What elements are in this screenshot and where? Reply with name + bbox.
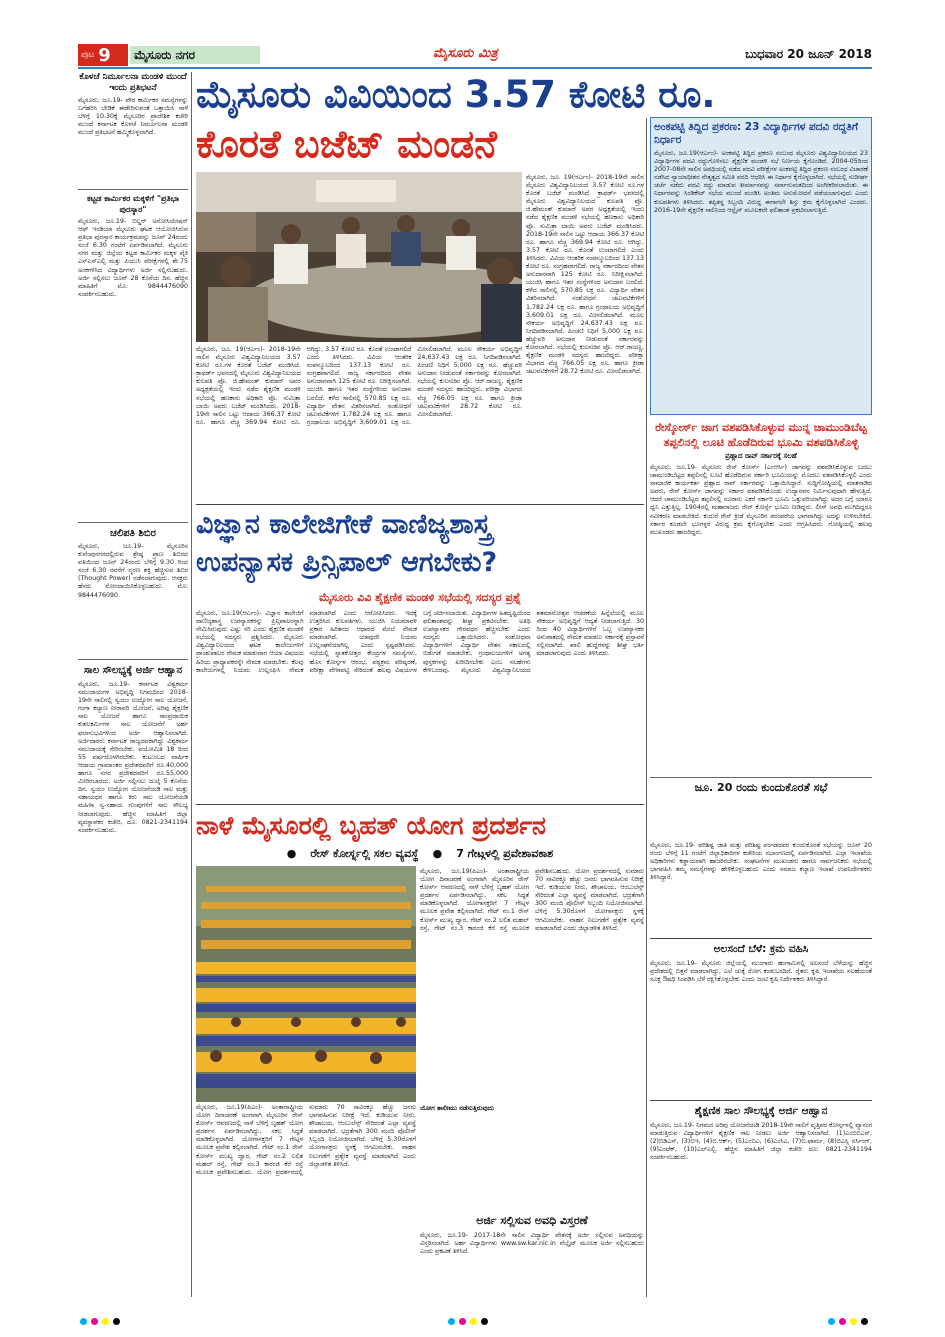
date-line: ಬುಧವಾರ 20 ಜೂನ್ 2018 [745,47,872,61]
story-body: ಮೈಸೂರು, ಜೂ.19- ಕರ್ನಾಟಕ ವಿಶ್ವಕರ್ಮ ಸಮುದಾಯಗಳ ಅಭಿವೃದ್ಧಿ ನಿಗಮದಿಂದ 2018-19ನೇ ಸಾಲಿನಲ್ಲಿ ಸ್ವಯಂ ಉದ್ಯೋಗ ಸಾಲ ಯೋಜನೆ, ಗಂಗಾ ಕಲ್ಯಾಣ ನೀರಾವರಿ ಯೋಜನೆ, ಅರಿವು ಶೈಕ್ಷಣಿಕ ಸಾಲ ಯೋಜನೆ ಹಾಗೂ ಸಾಂಪ್ರದಾಯಿಕ ಕುಶಲಕರ್ಮಿಗಳ ಸಾಲ ಯೋಜನೆಗೆ ಅರ್ಹ ಫಲಾನುಭವಿಗಳಿಂದ ಅರ್ಜಿ ಆಹ್ವಾನಿಸಲಾಗಿದೆ. ಅರ್ಜಿದಾರರು ಕರ್ನಾಟಕ ರಾಜ್ಯದವರಾಗಿದ್ದು ವಿಶ್ವಕರ್ಮ ಸಮುದಾಯಕ್ಕೆ ಸೇರಿರಬೇಕು. ವಯೋಮಿತಿ 18 ರಿಂದ 55 ವರ್ಷದೊಳಗಿರಬೇಕು. ಕುಟುಂಬದ ವಾರ್ಷಿಕ ಆದಾಯ ಗ್ರಾಮಾಂತರ ಪ್ರದೇಶದವರಿಗೆ ರೂ.40,000 ಹಾಗೂ ನಗರ ಪ್ರದೇಶದವರಿಗೆ ರೂ.55,000 ಮೀರಿರಬಾರದು. ಅರ್ಜಿ ಸಲ್ಲಿಸಲು ಜುಲೈ 5 ಕೊನೆಯ ದಿನ. ಸ್ವಯಂ ಉದ್ಯೋಗ ಯೋಜನೆಯಡಿ ಸಾಲ ಮತ್ತು ಸಹಾಯಧನ ಹಾಗೂ ಕಿರು ಸಾಲ ಯೋಜನೆಯಡಿ ಮಹಿಳಾ ಸ್ವ-ಸಹಾಯ ಗುಂಪುಗಳಿಗೆ ಸಾಲ ಸೌಲಭ್ಯ ನೀಡಲಾಗುವುದು. ಹೆಚ್ಚಿನ ಮಾಹಿತಿಗೆ ಜಿಲ್ಲಾ ವ್ಯವಸ್ಥಾಪಕರ ಕಚೇರಿ, ದೂ: 0821-2341194 ಸಂಪರ್ಕಿಸಬಹುದು. [78,681,188,834]
story-body: ಮೈಸೂರು, ಜೂ.19- ಬಿಲ್ಡರ್ ಅಸೋಸಿಯೇಷನ್ ಆಫ್ ಇಂಡಿಯಾ ಮೈಸೂರು ಘಟಕ ಆಯೋಜಿಸಿರುವ ಪ್ರತಿಭಾ ಪುರಸ್ಕಾರ ಕಾರ್ಯಕ್ರಮವನ್ನು ಜೂನ್ 24ರಂದು ಸಂಜೆ 6.30 ಗಂಟೆಗೆ ಏರ್ಪಡಿಸಲಾಗಿದೆ. ಮೈಸೂರು ನಗರ ಮತ್ತು ಜಿಲ್ಲೆಯ ಕಟ್ಟಡ ಕಾರ್ಮಿಕರ ಮಕ್ಕಳ ಪೈಕಿ ಎಸ್ಎಸ್ಎಲ್ಸಿ ಮತ್ತು ಪಿಯುಸಿ ಪರೀಕ್ಷೆಗಳಲ್ಲಿ ಶೇ.75 ಅಂಕಗಳಿಸಿದ ವಿದ್ಯಾರ್ಥಿಗಳು ಅರ್ಜಿ ಸಲ್ಲಿಸಬಹುದು. ಅರ್ಜಿ ಸಲ್ಲಿಸಲು ಜೂನ್ 28 ಕೊನೆಯ ದಿನ. ಹೆಚ್ಚಿನ ಮಾಹಿತಿಗೆ ಮೊ: 9844476090 ಸಂಪರ್ಕಿಸಬಹುದು. [78,218,188,298]
bullet-icon: ● [286,847,297,860]
section-label: ಮೈಸೂರು ನಗರ [130,46,260,64]
middle-headline: ವಿಜ್ಞಾನ ಕಾಲೇಜಿಗೇಕೆ ವಾಣಿಜ್ಯಶಾಸ್ತ್ರ [196,509,492,540]
registration-marks-center [446,1310,490,1329]
story-title: ಕಟ್ಟಡ ಕಾರ್ಮಿಕರ ಮಕ್ಕಳಿಗೆ "ಪ್ರತಿಭಾ ಪುರಸ್ಕಾರ" [86,194,180,214]
lead-headline-2: ಕೊರತೆ ಬಜೆಟ್ ಮಂಡನೆ [196,122,497,166]
yoga-subheads [196,846,644,862]
page-number: 9 [98,44,111,66]
story-subtitle: ಪ್ರಹ್ಲಾದ ರಾವ್ ಸರ್ಕಾರಕ್ಕೆ ಸಲಹೆ [725,452,797,460]
story-body: ಮೈಸೂರು, ಜೂ.19- ಮೈಸೂರು ರೇಸ್ ಕೋರ್ಸ್ (ಎಂಆರ್ಸಿ) ಜಾಗವನ್ನು ವಶಪಡಿಸಿಕೊಳ್ಳುವ ಬದಲು ಚಾಮುಂಡಿಬೆಟ್ಟದ ತಪ್ಪಲಿನಲ್ಲಿ ಲೂಟಿ ಹೊಡೆದಿರುವ ಸರ್ಕಾರಿ ಭೂಮಿಯನ್ನು ಮೊದಲು ವಶಪಡಿಸಿಕೊಳ್ಳಲಿ ಎಂದು ಸಾಮಾಜಿಕ ಕಾರ್ಯಕರ್ತ ಪ್ರಹ್ಲಾದ ರಾವ್ ಸರ್ಕಾರವನ್ನು ಒತ್ತಾಯಿಸಿದ್ದಾರೆ. ಸುದ್ದಿಗೋಷ್ಠಿಯಲ್ಲಿ ಮಾತನಾಡಿದ ಅವರು, ರೇಸ್ ಕೋರ್ಸ್ ಜಾಗವನ್ನು ಸರ್ಕಾರ ವಶಪಡಿಸಿಕೊಂಡು ಉದ್ಯಾನವನ ನಿರ್ಮಿಸುವುದಾಗಿ ಹೇಳುತ್ತಿದೆ. ಆದರೆ ಚಾಮುಂಡಿಬೆಟ್ಟದ ತಪ್ಪಲಿನಲ್ಲಿ ನೂರಾರು ಎಕರೆ ಸರ್ಕಾರಿ ಭೂಮಿ ಒತ್ತುವರಿಯಾಗಿದ್ದು ಅದರ ಬಗ್ಗೆ ಯಾರೂ ಧ್ವನಿ ಎತ್ತುತ್ತಿಲ್ಲ. 1904ರಲ್ಲಿ ಮಹಾರಾಜರು ರೇಸ್ ಕೋರ್ಸ್ಗೆ ಭೂಮಿ ನೀಡಿದ್ದರು. ಲೀಸ್ ಅವಧಿ ಮುಗಿದಿದ್ದರೂ ನವೀಕರಣ ಮಾಡಬೇಕಿದೆ. ಕುದುರೆ ರೇಸ್ ಕ್ರೀಡೆ ಮೈಸೂರಿನ ಪರಂಪರೆಯ ಭಾಗವಾಗಿದ್ದು ಅದನ್ನು ಉಳಿಸಬೇಕಿದೆ. ಸರ್ಕಾರ ಕೂಡಲೇ ಭೂಗಳ್ಳರ ವಿರುದ್ಧ ಕ್ರಮ ಕೈಗೊಳ್ಳಬೇಕು ಎಂದು ಆಗ್ರಹಿಸಿದರು. ಗೋಷ್ಠಿಯಲ್ಲಿ ಹಲವು ಮುಖಂಡರು ಹಾಜರಿದ್ದರು. [650,464,872,536]
story-title: ಸಾಲ ಸೌಲಭ್ಯಕ್ಕೆ ಅರ್ಜಿ ಆಹ್ವಾನ [83,665,183,676]
story-title: ಕೊಳಚೆ ನಿರ್ಮೂಲನಾ ಮಂಡಳಿ ಮುಂದೆ ಇಂದು ಪ್ರತಿಭಟನೆ [79,72,187,93]
middle-headline-2: ಉಪನ್ಯಾಸಕ ಪ್ರಿನ್ಸಿಪಾಲ್ ಆಗಬೇಕು? [196,547,498,578]
story-body: ಮೈಸೂರು, ಜೂ.19- ಪೌರ ಕಾರ್ಮಿಕರ ಸಮಸ್ಯೆಗಳನ್ನು ಬಗೆಹರಿಸಿ ಬೇಡಿಕೆ ಈಡೇರಿಸುವಂತೆ ಒತ್ತಾಯಿಸಿ ನಾಳೆ ಬೆಳಿಗ್ಗೆ 10.30ಕ್ಕೆ ಮೈಸೂರಿನ ಪ್ರಾದೇಶಿಕ ಕಚೇರಿ ಮುಂದೆ ಕರ್ನಾಟಕ ಕೊಳಚೆ ನಿರ್ಮೂಲನಾ ಮಂಡಳಿ ಮುಂದೆ ಪ್ರತಿಭಟನೆ ಹಮ್ಮಿಕೊಳ್ಳಲಾಗಿದೆ. [78,97,188,137]
yoga-photo [196,866,416,1102]
left-column [78,72,188,1297]
masthead-rule [78,67,872,69]
bullet-icon: ● [432,847,443,860]
column-divider [646,118,647,500]
yoga-body-lower: ಮೈಸೂರು, ಜೂ.19(ಪಿಎಂ)- ಅಂತಾರಾಷ್ಟ್ರೀಯ ಯೋಗ ದಿನಾಚರಣೆ ಅಂಗವಾಗಿ ಮೈಸೂರಿನ ರೇಸ್ ಕೋರ್ಸ್ ಆವರಣದಲ್ಲಿ ನಾಳೆ ಬೆಳಿಗ್ಗೆ ಬೃಹತ್ ಯೋಗ ಪ್ರದರ್ಶನ ಏರ್ಪಡಿಸಲಾಗಿದ್ದು, ಸಕಲ ಸಿದ್ಧತೆ ಮಾಡಿಕೊಳ್ಳಲಾಗಿದೆ. ಯೋಗಾಸಕ್ತರಿಗೆ 7 ಗೇಟ್ಗಳ ಮೂಲಕ ಪ್ರವೇಶ ಕಲ್ಪಿಸಲಾಗಿದೆ. ಗೇಟ್ ನಂ.1 ರೇಸ್ ಕೋರ್ಸ್ ಮುಖ್ಯ ದ್ವಾರ, ಗೇಟ್ ನಂ.2 ಲಲಿತ ಮಹಲ್ ರಸ್ತೆ, ಗೇಟ್ ನಂ.3 ಕಾರಂಜಿ ಕೆರೆ ರಸ್ತೆ ಮೂಲಕ ಪ್ರವೇಶಿಸಬಹುದು. ಯೋಗ ಪ್ರದರ್ಶನದಲ್ಲಿ ಸುಮಾರು 70 ಸಾವಿರಕ್ಕೂ ಹೆಚ್ಚು ಜನರು ಭಾಗವಹಿಸುವ ನಿರೀಕ್ಷೆ ಇದೆ. ಕುಡಿಯುವ ನೀರು, ಶೌಚಾಲಯ, ಆಂಬುಲೆನ್ಸ್ ಸೇರಿದಂತೆ ಎಲ್ಲಾ ವ್ಯವಸ್ಥೆ ಮಾಡಲಾಗಿದೆ. ಭದ್ರತೆಗಾಗಿ 300 ಮಂದಿ ಪೊಲೀಸ್ ಸಿಬ್ಬಂದಿ ನಿಯೋಜಿಸಲಾಗಿದೆ. ಬೆಳಿಗ್ಗೆ 5.30ರೊಳಗೆ ಯೋಗಾಸಕ್ತರು ಸ್ಥಳಕ್ಕೆ ಆಗಮಿಸಬೇಕು. ವಾಹನ ನಿಲುಗಡೆಗೆ ಪ್ರತ್ಯೇಕ ವ್ಯವಸ್ಥೆ ಮಾಡಲಾಗಿದೆ ಎಂದು ಜಿಲ್ಲಾಡಳಿತ ತಿಳಿಸಿದೆ. [196,1104,416,1176]
column-divider [646,500,647,1297]
divider [650,938,872,939]
column-divider [191,72,192,1297]
right-story-4-body: ಮೈಸೂರು, ಜೂ.19- ನಿಗಮದ ಅರಿವು ಯೋಜನೆಯಡಿ 2018-19ನೇ ಸಾಲಿಗೆ ವೃತ್ತಿಪರ ಕೋರ್ಸ್ಗಳಲ್ಲಿ ವ್ಯಾಸಂಗ ಮಾಡುತ್ತಿರುವ ವಿದ್ಯಾರ್ಥಿಗಳಿಗೆ ಶೈಕ್ಷಣಿಕ ಸಾಲ ನೀಡಲು ಅರ್ಜಿ ಆಹ್ವಾನಿಸಲಾಗಿದೆ. (1)ಎಂಬಿಬಿಎಸ್, (2)ಬಿಡಿಎಸ್, (3)ಬಿಇ, (4)ಬಿ.ಆರ್ಕ್, (5)ಎಂಬಿಎ, (6)ಎಂಸಿಎ, (7)ಬಿ.ಫಾರ್ಮ, (8)ಬಿಎಸ್ಸಿ ನರ್ಸಿಂಗ್, (9)ಎಂಟೆಕ್, (10)ಎಲ್ಎಲ್ಬಿ. ಹೆಚ್ಚಿನ ಮಾಹಿತಿಗೆ ಜಿಲ್ಲಾ ಕಚೇರಿ ದೂ: 0821-2341194 ಸಂಪರ್ಕಿಸಬಹುದು. [650,1122,872,1162]
box-story-title: ಅಂಕಪಟ್ಟಿ ತಿದ್ದಿದ ಪ್ರಕರಣ: 23 ವಿದ್ಯಾರ್ಥಿಗಳ ಪದವಿ ರದ್ದತಿಗೆ ನಿರ್ಧಾರ [654,121,858,146]
middle-subhead: ಮೈಸೂರು ವಿವಿ ಶೈಕ್ಷಣಿಕ ಮಂಡಳಿ ಸಭೆಯಲ್ಲಿ ಸದಸ್ಯರ ಪ್ರಶ್ನೆ [319,591,521,604]
story-body: ಮೈಸೂರು, ಜೂ.19- ಮೈಸೂರಿನ ಕುವೆಂಪುನಗರದಲ್ಲಿರುವ ಶ್ರೇಷ್ಠ ಪ್ರಾಣ ಶಿಬಿರದ ವತಿಯಿಂದ ಜೂನ್ 24ರಂದು ಬೆಳಿಗ್ಗೆ 9.30 ರಿಂದ ಸಂಜೆ 6.30 ರವರೆಗೆ ಸ್ಮರಣ ಶಕ್ತಿ ಹೆಚ್ಚಿಸುವ ಶಿಬಿರ (Thought Power) ನಡೆಸಲಾಗುವುದು. ಆಸಕ್ತರು ಹೆಸರು ನೋಂದಾಯಿಸಿಕೊಳ್ಳಬಹುದು. ಮೊ: 9844476090. [78,543,188,599]
story-title: ಚಲಿಪತಿ ಶಿಬಿರ [110,528,156,539]
page-label: ಪುಟ [81,50,95,60]
yoga-headline: ನಾಳೆ ಮೈಸೂರಲ್ಲಿ ಬೃಹತ್ ಯೋಗ ಪ್ರದರ್ಶನ [196,811,546,840]
yoga-subhead-2: 7 ಗೇಟ್ಗಳಲ್ಲಿ ಪ್ರವೇಶಾವಕಾಶ [456,847,554,860]
yoga-body: ಮೈಸೂರು, ಜೂ.19(ಪಿಎಂ)- ಅಂತಾರಾಷ್ಟ್ರೀಯ ಯೋಗ ದಿನಾಚರಣೆ ಅಂಗವಾಗಿ ಮೈಸೂರಿನ ರೇಸ್ ಕೋರ್ಸ್ ಆವರಣದಲ್ಲಿ ನಾಳೆ ಬೆಳಿಗ್ಗೆ ಬೃಹತ್ ಯೋಗ ಪ್ರದರ್ಶನ ಏರ್ಪಡಿಸಲಾಗಿದ್ದು, ಸಕಲ ಸಿದ್ಧತೆ ಮಾಡಿಕೊಳ್ಳಲಾಗಿದೆ. ಯೋಗಾಸಕ್ತರಿಗೆ 7 ಗೇಟ್ಗಳ ಮೂಲಕ ಪ್ರವೇಶ ಕಲ್ಪಿಸಲಾಗಿದೆ. ಗೇಟ್ ನಂ.1 ರೇಸ್ ಕೋರ್ಸ್ ಮುಖ್ಯ ದ್ವಾರ, ಗೇಟ್ ನಂ.2 ಲಲಿತ ಮಹಲ್ ರಸ್ತೆ, ಗೇಟ್ ನಂ.3 ಕಾರಂಜಿ ಕೆರೆ ರಸ್ತೆ ಮೂಲಕ ಪ್ರವೇಶಿಸಬಹುದು. ಯೋಗ ಪ್ರದರ್ಶನದಲ್ಲಿ ಸುಮಾರು 70 ಸಾವಿರಕ್ಕೂ ಹೆಚ್ಚು ಜನರು ಭಾಗವಹಿಸುವ ನಿರೀಕ್ಷೆ ಇದೆ. ಕುಡಿಯುವ ನೀರು, ಶೌಚಾಲಯ, ಆಂಬುಲೆನ್ಸ್ ಸೇರಿದಂತೆ ಎಲ್ಲಾ ವ್ಯವಸ್ಥೆ ಮಾಡಲಾಗಿದೆ. ಭದ್ರತೆಗಾಗಿ 300 ಮಂದಿ ಪೊಲೀಸ್ ಸಿಬ್ಬಂದಿ ನಿಯೋಜಿಸಲಾಗಿದೆ. ಬೆಳಿಗ್ಗೆ 5.30ರೊಳಗೆ ಯೋಗಾಸಕ್ತರು ಸ್ಥಳಕ್ಕೆ ಆಗಮಿಸಬೇಕು. ವಾಹನ ನಿಲುಗಡೆಗೆ ಪ್ರತ್ಯೇಕ ವ್ಯವಸ್ಥೆ ಮಾಡಲಾಗಿದೆ ಎಂದು ಜಿಲ್ಲಾಡಳಿತ ತಿಳಿಸಿದೆ. [420,868,644,932]
right-story-3-body: ಮೈಸೂರು, ಜೂ.19- ಮೈಸೂರು ಜಿಲ್ಲೆಯಲ್ಲಿ ಮುಂಗಾರು ಹಂಗಾಮಿನಲ್ಲಿ ಅಲಸಂದೆ ಬೆಳೆಯನ್ನು ಹೆಚ್ಚಿನ ಪ್ರದೇಶದಲ್ಲಿ ಬಿತ್ತನೆ ಮಾಡಲಾಗಿದ್ದು, ಎಲೆ ಚುಕ್ಕೆ ರೋಗ ಕಂಡುಬಂದಿದೆ. ರೈತರು ಕೃಷಿ ಇಲಾಖೆಯ ಸಲಹೆಯಂತೆ ಸೂಕ್ತ ಔಷಧಿ ಸಿಂಪಡಿಸಿ ಬೆಳೆ ರಕ್ಷಿಸಿಕೊಳ್ಳಬೇಕು ಎಂದು ಜಂಟಿ ಕೃಷಿ ನಿರ್ದೇಶಕರು ತಿಳಿಸಿದ್ದಾರೆ. [650,960,872,984]
story-title: ಜೂ. 20 ರಂದು ಕುಂದುಕೊರತೆ ಸಭೆ [694,781,828,794]
photo-caption: ಯೋಗ ತಾಲೀಮು ನಡೆಸುತ್ತಿರುವುದು [420,1104,494,1112]
masthead [78,44,872,66]
right-story-1 [650,420,872,840]
meeting-photo [196,172,522,342]
divider [650,1100,872,1101]
page-number-badge [78,44,128,66]
box-story-body: ಮೈಸೂರು, ಜೂ.19(ಆರ್ಎಂ)- ಅಂಕಪಟ್ಟಿ ತಿದ್ದಿದ ಪ್ರಕರಣ ಸಂಬಂಧ ಮೈಸೂರು ವಿಶ್ವವಿದ್ಯಾನಿಲಯದ 23 ವಿದ್ಯಾರ್ಥಿಗಳ ಪದವಿ ರದ್ದುಗೊಳಿಸಲು ಶೈಕ್ಷಣಿಕ ಮಂಡಳಿ ಸಭೆ ನಿರ್ಣಯ ಕೈಗೊಂಡಿದೆ. 2004-05ರಿಂದ 2007-08ನೇ ಸಾಲಿನ ಅವಧಿಯಲ್ಲಿ ನಡೆದ ಪದವಿ ಪರೀಕ್ಷೆಗಳ ಅಂಕಪಟ್ಟಿ ತಿದ್ದಿದ ಪ್ರಕರಣ ಸಂಬಂಧ ವಿಚಾರಣೆ ನಡೆಸಿದ ನ್ಯಾಯಾಧೀಶರ ನೇತೃತ್ವದ ಸಮಿತಿ ವರದಿ ಆಧರಿಸಿ ಈ ನಿರ್ಧಾರ ಕೈಗೊಳ್ಳಲಾಗಿದೆ. ಸಭೆಯಲ್ಲಿ ಸುದೀರ್ಘ ಚರ್ಚೆ ನಡೆದು ಪದವಿ ರದ್ದು ಮಾಡುವ ತೀರ್ಮಾನವನ್ನು ಸರ್ವಾನುಮತದಿಂದ ಅಂಗೀಕರಿಸಲಾಯಿತು. ಈ ನಿರ್ಧಾರವನ್ನು ಸಿಂಡಿಕೇಟ್ ಸಭೆಯ ಮುಂದೆ ಮಂಡಿಸಿ ಅಂತಿಮ ಅನುಮೋದನೆ ಪಡೆಯಲಾಗುವುದು ಎಂದು ಕುಲಪತಿಗಳು ತಿಳಿಸಿದರು. ತಪ್ಪಿತಸ್ಥ ಸಿಬ್ಬಂದಿ ವಿರುದ್ಧ ಈಗಾಗಲೇ ಶಿಸ್ತು ಕ್ರಮ ಕೈಗೊಳ್ಳಲಾಗಿದೆ ಎಂದರು. 2016-19ನೇ ಶೈಕ್ಷಣಿಕ ಸಾಲಿನಿಂದ ಆನ್ಲೈನ್ ಮೂಲಕವೇ ಫಲಿತಾಂಶ ಪ್ರಕಟಿಸಲಾಗುತ್ತಿದೆ. [654,150,868,214]
box-story [650,117,872,415]
right-story-4-title: ಶೈಕ್ಷಣಿಕ ಸಾಲ ಸೌಲಭ್ಯಕ್ಕೆ ಅರ್ಜಿ ಆಹ್ವಾನ [694,1105,828,1117]
divider [196,804,644,805]
middle-body: ಮೈಸೂರು, ಜೂ.19(ಆರ್ಎಂ)- ವಿಜ್ಞಾನ ಕಾಲೇಜಿಗೆ ವಾಣಿಜ್ಯಶಾಸ್ತ್ರ ಉಪನ್ಯಾಸಕರನ್ನು ಪ್ರಿನ್ಸಿಪಾಲರನ್ನಾಗಿ ನೇಮಿಸಿರುವುದು ಎಷ್ಟು ಸರಿ ಎಂದು ಶೈಕ್ಷಣಿಕ ಮಂಡಳಿ ಸಭೆಯಲ್ಲಿ ಸದಸ್ಯರು ಪ್ರಶ್ನಿಸಿದರು. ಮೈಸೂರು ವಿಶ್ವವಿದ್ಯಾನಿಲಯದ ಘಟಕ ಕಾಲೇಜುಗಳಿಗೆ ಪ್ರಾಂಶುಪಾಲರ ನೇಮಕ ಮಾಡುವಾಗ ಆಯಾ ವಿಷಯದ ಹಿರಿಯ ಪ್ರಾಧ್ಯಾಪಕರನ್ನೇ ನೇಮಕ ಮಾಡಬೇಕು. ಕೆಲವು ಕಾಲೇಜುಗಳಲ್ಲಿ ನಿಯಮ ಉಲ್ಲಂಘಿಸಿ ನೇಮಕ ಮಾಡಲಾಗಿದೆ ಎಂದು ಆರೋಪಿಸಿದರು. ಇದಕ್ಕೆ ಉತ್ತರಿಸಿದ ಕುಲಪತಿಗಳು, ಯುಜಿಸಿ ನಿಯಮಾವಳಿ ಪ್ರಕಾರ ಹಿರಿತನದ ಆಧಾರದ ಮೇಲೆ ನೇಮಕ ಮಾಡಲಾಗಿದೆ. ಯಾವುದೇ ನಿಯಮ ಉಲ್ಲಂಘನೆಯಾಗಿಲ್ಲ ಎಂದು ಸ್ಪಷ್ಟಪಡಿಸಿದರು. ಸಭೆಯಲ್ಲಿ ಸ್ನಾತಕೋತ್ತರ ಕೇಂದ್ರಗಳ ಸಮಸ್ಯೆಗಳು, ಹೊಸ ಕೋರ್ಸ್ಗಳ ಆರಂಭ, ಪಠ್ಯಕ್ರಮ ಪರಿಷ್ಕರಣೆ, ಪರೀಕ್ಷಾ ವೇಳಾಪಟ್ಟಿ ಸೇರಿದಂತೆ ಹಲವು ವಿಷಯಗಳ ಬಗ್ಗೆ ಚರ್ಚಿಸಲಾಯಿತು. ವಿದ್ಯಾರ್ಥಿಗಳ ಹಿತದೃಷ್ಟಿಯಿಂದ ಫಲಿತಾಂಶವನ್ನು ಶೀಘ್ರ ಪ್ರಕಟಿಸಬೇಕು. ಅತಿಥಿ ಉಪನ್ಯಾಸಕರ ಗೌರವಧನ ಹೆಚ್ಚಿಸಬೇಕು ಎಂದು ಸದಸ್ಯರು ಒತ್ತಾಯಿಸಿದರು. ಸಂಶೋಧನಾ ವಿದ್ಯಾರ್ಥಿಗಳಿಗೆ ವಿದ್ಯಾರ್ಥಿ ವೇತನ ಸಕಾಲದಲ್ಲಿ ಬಿಡುಗಡೆ ಮಾಡಬೇಕು. ಗ್ರಂಥಾಲಯಗಳಿಗೆ ಅಗತ್ಯ ಪುಸ್ತಕಗಳನ್ನು ಖರೀದಿಸಬೇಕು ಎಂಬ ಸಲಹೆಗಳು ಕೇಳಿಬಂದವು. ಮೈಸೂರು ವಿಶ್ವವಿದ್ಯಾನಿಲಯದ ಶತಮಾನೋತ್ಸವ ಆಚರಣೆಯ ಹಿನ್ನೆಲೆಯಲ್ಲಿ ಮೂಲ ಸೌಕರ್ಯ ಅಭಿವೃದ್ಧಿಗೆ ಆದ್ಯತೆ ನೀಡಲಾಗುತ್ತಿದೆ. 30 ರಿಂದ 40 ವಿದ್ಯಾರ್ಥಿಗಳಿಗೆ ಒಬ್ಬ ಉಪನ್ಯಾಸಕರ ಅನುಪಾತದಲ್ಲಿ ನೇಮಕ ಮಾಡಲು ಸರ್ಕಾರಕ್ಕೆ ಪ್ರಸ್ತಾವನೆ ಸಲ್ಲಿಸಲಾಗಿದೆ. ಖಾಲಿ ಹುದ್ದೆಗಳನ್ನು ಶೀಘ್ರ ಭರ್ತಿ ಮಾಡಲಾಗುವುದು ಎಂದು ತಿಳಿಸಿದರು. [196,610,644,674]
right-story-3-title: ಅಲಸಂದೆ ಬೆಳೆ: ಕ್ರಮ ವಹಿಸಿ [713,943,809,955]
registration-marks-left [78,1310,122,1329]
lead-body-right: ಮೈಸೂರು, ಜೂ. 19(ಆರ್ಎಂ)- 2018-19ನೇ ಸಾಲಿನ ಮೈಸೂರು ವಿಶ್ವವಿದ್ಯಾನಿಲಯದ 3.57 ಕೋಟಿ ರೂ.ಗಳ ಕೊರತೆ ಬಜೆಟ್ ಮಂಡಿಸಿದೆ. ಕ್ರಾಫರ್ಡ್ ಭವನದಲ್ಲಿ ಮೈಸೂರು ವಿಶ್ವವಿದ್ಯಾನಿಲಯದ ಕುಲಪತಿ ಪ್ರೊ. ಜಿ.ಹೇಮಂತ್ ಕುಮಾರ್ ಅವರ ಅಧ್ಯಕ್ಷತೆಯಲ್ಲಿ ಇಂದು ನಡೆದ ಶೈಕ್ಷಣಿಕ ಮಂಡಳಿ ಸಭೆಯಲ್ಲಿ ಹಣಕಾಸು ಅಧಿಕಾರಿ ಪ್ರೊ. ಸುಮಿತ್ರಾ ಬಾಯಿ ಅವರು ಬಜೆಟ್ ಮಂಡಿಸಿದರು. 2018-19ನೇ ಸಾಲಿನ ಒಟ್ಟು ಆದಾಯ 366.37 ಕೋಟಿ ರೂ. ಹಾಗೂ ವೆಚ್ಚ 369.94 ಕೋಟಿ ರೂ. ಆಗಿದ್ದು, 3.57 ಕೋಟಿ ರೂ. ಕೊರತೆ ಉಂಟಾಗಲಿದೆ ಎಂದು ತಿಳಿಸಿದರು. ವಿವಿಯ ಆಂತರಿಕ ಸಂಪನ್ಮೂಲದಿಂದ 137.13 ಕೋಟಿ ರೂ. ಸಂಗ್ರಹವಾಗಲಿದೆ. ರಾಜ್ಯ ಸರ್ಕಾರದಿಂದ ವೇತನ ಅನುದಾನವಾಗಿ 125 ಕೋಟಿ ರೂ. ನಿರೀಕ್ಷಿಸಲಾಗಿದೆ. ಯುಜಿಸಿ ಹಾಗೂ ಇತರ ಸಂಸ್ಥೆಗಳಿಂದ ಅನುದಾನ ಬರಲಿದೆ. ಕಳೆದ ಸಾಲಿನಲ್ಲಿ 570.85 ಲಕ್ಷ ರೂ. ವಿದ್ಯಾರ್ಥಿ ವೇತನ ವಿತರಿಸಲಾಗಿದೆ. ಸಂಶೋಧನೆ ಚಟುವಟಿಕೆಗಳಿಗೆ 1,782.24 ಲಕ್ಷ ರೂ. ಹಾಗೂ ಗ್ರಂಥಾಲಯ ಅಭಿವೃದ್ಧಿಗೆ 3,609.01 ಲಕ್ಷ ರೂ. ಮೀಸಲಿಡಲಾಗಿದೆ. ಮೂಲ ಸೌಕರ್ಯ ಅಭಿವೃದ್ಧಿಗೆ 24,637.43 ಲಕ್ಷ ರೂ. ನಿಗದಿಪಡಿಸಲಾಗಿದೆ. ಪಿಂಚಣಿ ನಿಧಿಗೆ 5,000 ಲಕ್ಷ ರೂ. ಹೆಚ್ಚುವರಿ ಅನುದಾನ ನೀಡುವಂತೆ ಸರ್ಕಾರವನ್ನು ಕೋರಲಾಗಿದೆ. ಸಭೆಯಲ್ಲಿ ಕುಲಸಚಿವ ಪ್ರೊ. ಆರ್.ರಾಜಣ್ಣ, ಶೈಕ್ಷಣಿಕ ಮಂಡಳಿ ಸದಸ್ಯರು ಹಾಜರಿದ್ದರು. ಪರೀಕ್ಷಾ ವಿಭಾಗದ ವೆಚ್ಚ 766.05 ಲಕ್ಷ ರೂ. ಹಾಗೂ ಕ್ರೀಡಾ ಚಟುವಟಿಕೆಗಳಿಗೆ 28.72 ಕೋಟಿ ರೂ. ಮೀಸಲಿಡಲಾಗಿದೆ. [526,174,644,376]
paper-name: ಮೈಸೂರು ಮಿತ್ರ [433,46,498,61]
lead-body: ಮೈಸೂರು, ಜೂ. 19(ಆರ್ಎಂ)- 2018-19ನೇ ಸಾಲಿನ ಮೈಸೂರು ವಿಶ್ವವಿದ್ಯಾನಿಲಯದ 3.57 ಕೋಟಿ ರೂ.ಗಳ ಕೊರತೆ ಬಜೆಟ್ ಮಂಡಿಸಿದೆ. ಕ್ರಾಫರ್ಡ್ ಭವನದಲ್ಲಿ ಮೈಸೂರು ವಿಶ್ವವಿದ್ಯಾನಿಲಯದ ಕುಲಪತಿ ಪ್ರೊ. ಜಿ.ಹೇಮಂತ್ ಕುಮಾರ್ ಅವರ ಅಧ್ಯಕ್ಷತೆಯಲ್ಲಿ ಇಂದು ನಡೆದ ಶೈಕ್ಷಣಿಕ ಮಂಡಳಿ ಸಭೆಯಲ್ಲಿ ಹಣಕಾಸು ಅಧಿಕಾರಿ ಪ್ರೊ. ಸುಮಿತ್ರಾ ಬಾಯಿ ಅವರು ಬಜೆಟ್ ಮಂಡಿಸಿದರು. 2018-19ನೇ ಸಾಲಿನ ಒಟ್ಟು ಆದಾಯ 366.37 ಕೋಟಿ ರೂ. ಹಾಗೂ ವೆಚ್ಚ 369.94 ಕೋಟಿ ರೂ. ಆಗಿದ್ದು, 3.57 ಕೋಟಿ ರೂ. ಕೊರತೆ ಉಂಟಾಗಲಿದೆ ಎಂದು ತಿಳಿಸಿದರು. ವಿವಿಯ ಆಂತರಿಕ ಸಂಪನ್ಮೂಲದಿಂದ 137.13 ಕೋಟಿ ರೂ. ಸಂಗ್ರಹವಾಗಲಿದೆ. ರಾಜ್ಯ ಸರ್ಕಾರದಿಂದ ವೇತನ ಅನುದಾನವಾಗಿ 125 ಕೋಟಿ ರೂ. ನಿರೀಕ್ಷಿಸಲಾಗಿದೆ. ಯುಜಿಸಿ ಹಾಗೂ ಇತರ ಸಂಸ್ಥೆಗಳಿಂದ ಅನುದಾನ ಬರಲಿದೆ. ಕಳೆದ ಸಾಲಿನಲ್ಲಿ 570.85 ಲಕ್ಷ ರೂ. ವಿದ್ಯಾರ್ಥಿ ವೇತನ ವಿತರಿಸಲಾಗಿದೆ. ಸಂಶೋಧನೆ ಚಟುವಟಿಕೆಗಳಿಗೆ 1,782.24 ಲಕ್ಷ ರೂ. ಹಾಗೂ ಗ್ರಂಥಾಲಯ ಅಭಿವೃದ್ಧಿಗೆ 3,609.01 ಲಕ್ಷ ರೂ. ಮೀಸಲಿಡಲಾಗಿದೆ. ಮೂಲ ಸೌಕರ್ಯ ಅಭಿವೃದ್ಧಿಗೆ 24,637.43 ಲಕ್ಷ ರೂ. ನಿಗದಿಪಡಿಸಲಾಗಿದೆ. ಪಿಂಚಣಿ ನಿಧಿಗೆ 5,000 ಲಕ್ಷ ರೂ. ಹೆಚ್ಚುವರಿ ಅನುದಾನ ನೀಡುವಂತೆ ಸರ್ಕಾರವನ್ನು ಕೋರಲಾಗಿದೆ. ಸಭೆಯಲ್ಲಿ ಕುಲಸಚಿವ ಪ್ರೊ. ಆರ್.ರಾಜಣ್ಣ, ಶೈಕ್ಷಣಿಕ ಮಂಡಳಿ ಸದಸ್ಯರು ಹಾಜರಿದ್ದರು. ಪರೀಕ್ಷಾ ವಿಭಾಗದ ವೆಚ್ಚ 766.05 ಲಕ್ಷ ರೂ. ಹಾಗೂ ಕ್ರೀಡಾ ಚಟುವಟಿಕೆಗಳಿಗೆ 28.72 ಕೋಟಿ ರೂ. ಮೀಸಲಿಡಲಾಗಿದೆ. [196,346,522,426]
divider [196,504,644,505]
notice-title: ಅರ್ಜಿ ಸಲ್ಲಿಸುವ ಅವಧಿ ವಿಸ್ತರಣೆ [476,1214,588,1227]
story-title: ರೇಸ್ಕೋರ್ಸ್ ಜಾಗ ವಶಪಡಿಸಿಕೊಳ್ಳುವ ಮುನ್ನ ಚಾಮುಂಡಿಬೆಟ್ಟ ತಪ್ಪಲಿನಲ್ಲಿ ಲೂಟಿ ಹೊಡೆದಿರುವ ಭೂಮಿ ವಶಪಡಿಸಿಕೊಳ್ಳಿ [655,421,867,449]
yoga-subhead-1: ರೇಸ್ ಕೋರ್ಸ್ನಲ್ಲಿ ಸಕಲ ವ್ಯವಸ್ಥೆ [310,847,419,860]
lead-headline: ಮೈಸೂರು ವಿವಿಯಿಂದ 3.57 ಕೋಟಿ ರೂ. [196,73,716,116]
notice-body: ಮೈಸೂರು, ಜೂ.19- 2017-18ನೇ ಸಾಲಿನ ವಿದ್ಯಾರ್ಥಿ ವೇತನಕ್ಕೆ ಅರ್ಜಿ ಸಲ್ಲಿಸುವ ಅವಧಿಯನ್ನು ವಿಸ್ತರಿಸಲಾಗಿದೆ. ಅರ್ಹ ವಿದ್ಯಾರ್ಥಿಗಳು www.sw.kar.nic.in ವೆಬ್ಸೈಟ್ ಮೂಲಕ ಅರ್ಜಿ ಸಲ್ಲಿಸಬಹುದು ಎಂದು ಪ್ರಕಟಣೆ ತಿಳಿಸಿದೆ. [420,1232,644,1256]
registration-marks-right [826,1310,870,1329]
right-story-2-body: ಮೈಸೂರು, ಜೂ.19- ಪರಿಶಿಷ್ಟ ಜಾತಿ ಮತ್ತು ಪರಿಶಿಷ್ಟ ಪಂಗಡದವರ ಕುಂದುಕೊರತೆ ಸಭೆಯನ್ನು ಜೂನ್ 20 ರಂದು ಬೆಳಿಗ್ಗೆ 11 ಗಂಟೆಗೆ ಜಿಲ್ಲಾಧಿಕಾರಿಗಳ ಕಚೇರಿಯ ಸಭಾಂಗಣದಲ್ಲಿ ಏರ್ಪಡಿಸಲಾಗಿದೆ. ಎಲ್ಲಾ ಇಲಾಖೆಯ ಅಧಿಕಾರಿಗಳು ಕಡ್ಡಾಯವಾಗಿ ಹಾಜರಿರಬೇಕು. ಸಂಘಟನೆಗಳ ಮುಖಂಡರು ಹಾಗೂ ಸಾರ್ವಜನಿಕರು ಸಭೆಯಲ್ಲಿ ಭಾಗವಹಿಸಿ ತಮ್ಮ ಸಮಸ್ಯೆಗಳನ್ನು ಹೇಳಿಕೊಳ್ಳಬಹುದು ಎಂದು ಸಮಾಜ ಕಲ್ಯಾಣ ಇಲಾಖೆ ಉಪನಿರ್ದೇಶಕರು ತಿಳಿಸಿದ್ದಾರೆ. [650,842,872,882]
